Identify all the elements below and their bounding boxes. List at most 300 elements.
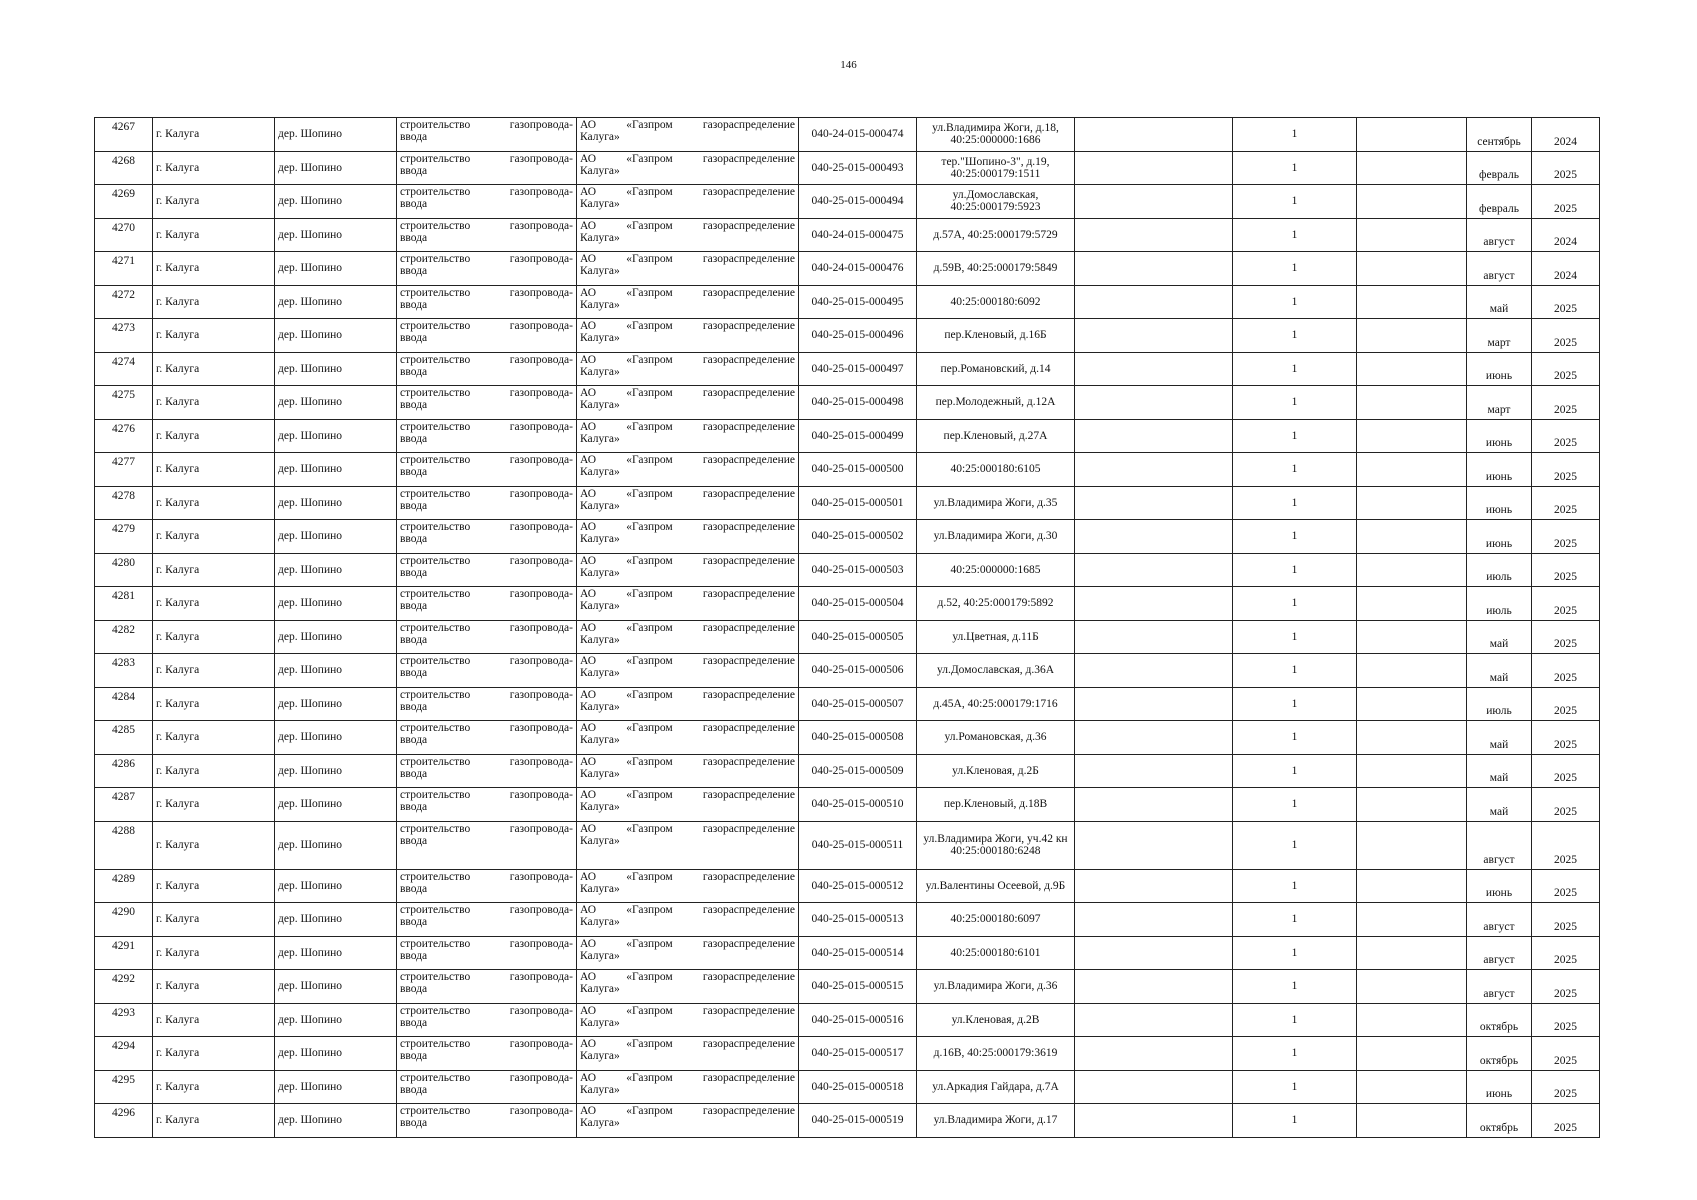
row-number: 4294 [95, 1037, 153, 1071]
year-cell: 2025 [1532, 453, 1600, 487]
work-type-word-1: строительство [400, 1071, 471, 1084]
empty-cell [1075, 788, 1233, 822]
village-cell: дер. Шопино [275, 821, 397, 869]
work-type-word-2: газопровода- [509, 588, 573, 600]
work-type-word-1: строительство [400, 286, 471, 299]
village-cell: дер. Шопино [275, 151, 397, 185]
work-type-word-2: газопровода- [509, 1105, 573, 1117]
row-number: 4274 [95, 352, 153, 386]
org-word-1: АО [580, 286, 597, 299]
address-cell: ул.Владимира Жоги, д.36 [917, 970, 1075, 1004]
registry-id-cell: 040-25-015-000504 [799, 587, 917, 621]
registry-table [94, 117, 1600, 1138]
registry-id-cell: 040-25-015-000493 [799, 151, 917, 185]
row-number: 4289 [95, 869, 153, 903]
work-type-cell [397, 419, 577, 453]
work-type-word-3: ввода [400, 734, 428, 746]
year-cell: 2025 [1532, 620, 1600, 654]
address-cell: д.59В, 40:25:000179:5849 [917, 252, 1075, 286]
org-word-2: «Газпром [626, 688, 673, 701]
work-type-word-1: строительство [400, 1004, 471, 1017]
city-cell: г. Калуга [153, 285, 275, 319]
quantity-cell: 1 [1233, 788, 1357, 822]
registry-id-cell: 040-25-015-000502 [799, 520, 917, 554]
registry-id-cell: 040-25-015-000505 [799, 620, 917, 654]
city-cell: г. Калуга [153, 936, 275, 970]
empty-cell [1357, 520, 1467, 554]
org-word-1: АО [580, 521, 597, 533]
empty-cell [1357, 453, 1467, 487]
year-cell: 2025 [1532, 587, 1600, 621]
org-word-4: Калуга» [580, 834, 620, 847]
empty-cell [1075, 1070, 1233, 1104]
work-type-word-2: газопровода- [509, 789, 573, 801]
registry-id-cell: 040-25-015-000499 [799, 419, 917, 453]
village-cell: дер. Шопино [275, 319, 397, 353]
org-word-1: АО [580, 971, 597, 983]
empty-cell [1075, 352, 1233, 386]
empty-cell [1075, 587, 1233, 621]
work-type-word-3: ввода [400, 499, 428, 512]
org-word-2: «Газпром [626, 253, 673, 265]
work-type-cell [397, 185, 577, 219]
org-word-2: «Газпром [626, 1071, 673, 1084]
table-row [95, 319, 1600, 353]
year-cell: 2025 [1532, 821, 1600, 869]
work-type-word-3: ввода [400, 164, 428, 177]
organization-cell [577, 118, 799, 152]
empty-cell [1357, 118, 1467, 152]
month-cell: сентябрь [1467, 118, 1532, 152]
work-type-word-1: строительство [400, 722, 471, 734]
year-cell: 2025 [1532, 869, 1600, 903]
organization-cell [577, 654, 799, 688]
empty-cell [1357, 687, 1467, 721]
row-number: 4288 [95, 821, 153, 869]
quantity-cell: 1 [1233, 970, 1357, 1004]
row-number: 4281 [95, 587, 153, 621]
work-type-word-1: строительство [400, 655, 471, 667]
registry-id-cell: 040-25-015-000513 [799, 903, 917, 937]
org-word-2: «Газпром [626, 722, 673, 734]
city-cell: г. Калуга [153, 419, 275, 453]
work-type-word-2: газопровода- [509, 119, 573, 131]
work-type-word-2: газопровода- [509, 320, 573, 332]
month-cell: август [1467, 252, 1532, 286]
work-type-word-2: газопровода- [509, 554, 573, 567]
org-word-4: Калуга» [580, 1050, 620, 1062]
org-word-1: АО [580, 454, 597, 466]
org-word-3: газораспределение [702, 789, 795, 801]
empty-cell [1357, 553, 1467, 587]
work-type-word-3: ввода [400, 916, 428, 928]
empty-cell [1357, 1104, 1467, 1138]
work-type-word-1: строительство [400, 521, 471, 533]
registry-id-cell: 040-25-015-000517 [799, 1037, 917, 1071]
work-type-word-2: газопровода- [509, 186, 573, 198]
work-type-word-3: ввода [400, 700, 428, 713]
quantity-cell: 1 [1233, 285, 1357, 319]
quantity-cell: 1 [1233, 903, 1357, 937]
table-row [95, 754, 1600, 788]
org-word-4: Калуга» [580, 164, 620, 177]
month-cell: февраль [1467, 185, 1532, 219]
empty-cell [1075, 970, 1233, 1004]
table-row [95, 352, 1600, 386]
year-cell: 2025 [1532, 352, 1600, 386]
empty-cell [1357, 869, 1467, 903]
quantity-cell: 1 [1233, 352, 1357, 386]
org-word-2: «Газпром [626, 554, 673, 567]
work-type-cell [397, 486, 577, 520]
org-word-3: газораспределение [702, 253, 795, 265]
quantity-cell: 1 [1233, 319, 1357, 353]
empty-cell [1075, 453, 1233, 487]
address-cell: тер."Шопино-3", д.19, 40:25:000179:1511 [917, 151, 1075, 185]
row-number: 4292 [95, 970, 153, 1004]
village-cell: дер. Шопино [275, 936, 397, 970]
year-cell: 2025 [1532, 386, 1600, 420]
year-cell: 2025 [1532, 151, 1600, 185]
village-cell: дер. Шопино [275, 118, 397, 152]
org-word-4: Калуга» [580, 734, 620, 746]
empty-cell [1075, 386, 1233, 420]
year-cell: 2025 [1532, 419, 1600, 453]
org-word-4: Калуга» [580, 231, 620, 244]
village-cell: дер. Шопино [275, 788, 397, 822]
address-cell: 40:25:000000:1685 [917, 553, 1075, 587]
work-type-word-2: газопровода- [509, 971, 573, 983]
work-type-word-2: газопровода- [509, 1038, 573, 1050]
table-row [95, 419, 1600, 453]
organization-cell [577, 1070, 799, 1104]
month-cell: август [1467, 903, 1532, 937]
address-cell: 40:25:000180:6092 [917, 285, 1075, 319]
month-cell: август [1467, 936, 1532, 970]
work-type-word-2: газопровода- [509, 420, 573, 433]
row-number: 4291 [95, 936, 153, 970]
row-number: 4278 [95, 486, 153, 520]
city-cell: г. Калуга [153, 151, 275, 185]
work-type-word-3: ввода [400, 633, 428, 646]
work-type-word-3: ввода [400, 882, 428, 895]
quantity-cell: 1 [1233, 754, 1357, 788]
address-cell: ул.Домославская, д.36А [917, 654, 1075, 688]
empty-cell [1357, 151, 1467, 185]
work-type-word-3: ввода [400, 533, 428, 545]
village-cell: дер. Шопино [275, 754, 397, 788]
address-cell: ул.Владимира Жоги, д.18, 40:25:000000:1686 [917, 118, 1075, 152]
organization-cell [577, 754, 799, 788]
org-word-1: АО [580, 621, 597, 634]
row-number: 4273 [95, 319, 153, 353]
work-type-word-3: ввода [400, 432, 428, 445]
work-type-word-3: ввода [400, 365, 428, 378]
address-cell: пер.Романовский, д.14 [917, 352, 1075, 386]
organization-cell [577, 620, 799, 654]
quantity-cell: 1 [1233, 151, 1357, 185]
organization-cell [577, 218, 799, 252]
month-cell: июль [1467, 553, 1532, 587]
org-word-4: Калуга» [580, 1016, 620, 1029]
address-cell: 40:25:000180:6101 [917, 936, 1075, 970]
quantity-cell: 1 [1233, 520, 1357, 554]
work-type-word-2: газопровода- [509, 521, 573, 533]
organization-cell [577, 821, 799, 869]
address-cell: ул.Владимира Жоги, д.17 [917, 1104, 1075, 1138]
month-cell: май [1467, 721, 1532, 755]
work-type-word-1: строительство [400, 588, 471, 600]
work-type-word-1: строительство [400, 487, 471, 500]
village-cell: дер. Шопино [275, 1003, 397, 1037]
table-row [95, 936, 1600, 970]
city-cell: г. Калуга [153, 754, 275, 788]
village-cell: дер. Шопино [275, 486, 397, 520]
row-number: 4277 [95, 453, 153, 487]
work-type-cell [397, 821, 577, 869]
address-cell: д.16В, 40:25:000179:3619 [917, 1037, 1075, 1071]
city-cell: г. Калуга [153, 386, 275, 420]
year-cell: 2025 [1532, 936, 1600, 970]
address-cell: ул.Владимира Жоги, д.30 [917, 520, 1075, 554]
quantity-cell: 1 [1233, 486, 1357, 520]
year-cell: 2025 [1532, 486, 1600, 520]
address-cell: ул.Владимира Жоги, уч.42 кн 40:25:000180:6248 [917, 821, 1075, 869]
work-type-word-2: газопровода- [509, 253, 573, 265]
row-number: 4267 [95, 118, 153, 152]
registry-id-cell: 040-25-015-000503 [799, 553, 917, 587]
work-type-word-3: ввода [400, 466, 428, 478]
org-word-2: «Газпром [626, 822, 673, 835]
quantity-cell: 1 [1233, 386, 1357, 420]
empty-cell [1075, 486, 1233, 520]
work-type-cell [397, 936, 577, 970]
empty-cell [1075, 419, 1233, 453]
org-word-3: газораспределение [702, 822, 795, 835]
work-type-cell [397, 869, 577, 903]
village-cell: дер. Шопино [275, 1104, 397, 1138]
empty-cell [1075, 118, 1233, 152]
work-type-word-2: газопровода- [509, 655, 573, 667]
village-cell: дер. Шопино [275, 1070, 397, 1104]
work-type-word-2: газопровода- [509, 621, 573, 634]
organization-cell [577, 453, 799, 487]
empty-cell [1075, 687, 1233, 721]
empty-cell [1075, 520, 1233, 554]
org-word-3: газораспределение [702, 621, 795, 634]
row-number: 4293 [95, 1003, 153, 1037]
year-cell: 2025 [1532, 1003, 1600, 1037]
quantity-cell: 1 [1233, 1003, 1357, 1037]
organization-cell [577, 352, 799, 386]
org-word-3: газораспределение [702, 119, 795, 131]
table-row [95, 553, 1600, 587]
empty-cell [1075, 721, 1233, 755]
row-number: 4287 [95, 788, 153, 822]
empty-cell [1075, 319, 1233, 353]
registry-id-cell: 040-25-015-000518 [799, 1070, 917, 1104]
work-type-word-2: газопровода- [509, 904, 573, 916]
table-row [95, 453, 1600, 487]
org-word-1: АО [580, 822, 597, 835]
work-type-word-3: ввода [400, 298, 428, 311]
empty-cell [1075, 869, 1233, 903]
year-cell: 2025 [1532, 721, 1600, 755]
org-word-1: АО [580, 688, 597, 701]
empty-cell [1075, 754, 1233, 788]
work-type-word-2: газопровода- [509, 755, 573, 768]
org-word-1: АО [580, 1038, 597, 1050]
org-word-4: Калуга» [580, 298, 620, 311]
quantity-cell: 1 [1233, 553, 1357, 587]
organization-cell [577, 319, 799, 353]
village-cell: дер. Шопино [275, 352, 397, 386]
org-word-3: газораспределение [702, 1038, 795, 1050]
organization-cell [577, 788, 799, 822]
row-number: 4286 [95, 754, 153, 788]
city-cell: г. Калуга [153, 252, 275, 286]
city-cell: г. Калуга [153, 185, 275, 219]
address-cell: пер.Кленовый, д.27А [917, 419, 1075, 453]
year-cell: 2025 [1532, 520, 1600, 554]
work-type-word-3: ввода [400, 1016, 428, 1029]
address-cell: д.45А, 40:25:000179:1716 [917, 687, 1075, 721]
village-cell: дер. Шопино [275, 185, 397, 219]
org-word-3: газораспределение [702, 1071, 795, 1084]
work-type-cell [397, 319, 577, 353]
registry-id-cell: 040-25-015-000500 [799, 453, 917, 487]
empty-cell [1075, 285, 1233, 319]
row-number: 4275 [95, 386, 153, 420]
empty-cell [1357, 788, 1467, 822]
org-word-3: газораспределение [702, 971, 795, 983]
work-type-word-3: ввода [400, 1117, 428, 1129]
org-word-1: АО [580, 152, 597, 165]
org-word-2: «Газпром [626, 487, 673, 500]
registry-id-cell: 040-24-015-000476 [799, 252, 917, 286]
organization-cell [577, 869, 799, 903]
row-number: 4271 [95, 252, 153, 286]
org-word-2: «Газпром [626, 1038, 673, 1050]
org-word-1: АО [580, 487, 597, 500]
org-word-2: «Газпром [626, 320, 673, 332]
table-row [95, 620, 1600, 654]
quantity-cell: 1 [1233, 869, 1357, 903]
work-type-cell [397, 587, 577, 621]
work-type-cell [397, 520, 577, 554]
year-cell: 2025 [1532, 319, 1600, 353]
org-word-2: «Газпром [626, 789, 673, 801]
table-row [95, 252, 1600, 286]
org-word-3: газораспределение [702, 420, 795, 433]
year-cell: 2025 [1532, 788, 1600, 822]
work-type-cell [397, 687, 577, 721]
registry-id-cell: 040-25-015-000512 [799, 869, 917, 903]
village-cell: дер. Шопино [275, 620, 397, 654]
quantity-cell: 1 [1233, 821, 1357, 869]
empty-cell [1075, 654, 1233, 688]
address-cell: ул.Владимира Жоги, д.35 [917, 486, 1075, 520]
org-word-4: Калуга» [580, 1083, 620, 1096]
org-word-3: газораспределение [702, 554, 795, 567]
month-cell: октябрь [1467, 1037, 1532, 1071]
registry-id-cell: 040-25-015-000498 [799, 386, 917, 420]
org-word-1: АО [580, 937, 597, 950]
org-word-3: газораспределение [702, 1004, 795, 1017]
quantity-cell: 1 [1233, 453, 1357, 487]
work-type-word-1: строительство [400, 971, 471, 983]
work-type-word-3: ввода [400, 949, 428, 962]
registry-id-cell: 040-25-015-000495 [799, 285, 917, 319]
work-type-cell [397, 788, 577, 822]
empty-cell [1357, 252, 1467, 286]
table-row [95, 970, 1600, 1004]
address-cell: пер.Молодежный, д.12А [917, 386, 1075, 420]
month-cell: август [1467, 821, 1532, 869]
address-cell: ул.Аркадия Гайдара, д.7А [917, 1070, 1075, 1104]
org-word-4: Калуга» [580, 600, 620, 612]
work-type-word-1: строительство [400, 822, 471, 835]
work-type-word-3: ввода [400, 265, 428, 277]
org-word-2: «Газпром [626, 655, 673, 667]
city-cell: г. Калуга [153, 654, 275, 688]
empty-cell [1075, 1037, 1233, 1071]
quantity-cell: 1 [1233, 654, 1357, 688]
table-row [95, 1003, 1600, 1037]
empty-cell [1357, 754, 1467, 788]
table-row [95, 520, 1600, 554]
address-cell: пер.Кленовый, д.16Б [917, 319, 1075, 353]
work-type-cell [397, 903, 577, 937]
village-cell: дер. Шопино [275, 587, 397, 621]
year-cell: 2025 [1532, 654, 1600, 688]
table-row [95, 218, 1600, 252]
organization-cell [577, 970, 799, 1004]
row-number: 4276 [95, 419, 153, 453]
table-row [95, 821, 1600, 869]
address-cell: ул.Кленовая, д.2Б [917, 754, 1075, 788]
empty-cell [1357, 185, 1467, 219]
table-row [95, 654, 1600, 688]
org-word-3: газораспределение [702, 688, 795, 701]
org-word-1: АО [580, 119, 597, 131]
year-cell: 2024 [1532, 252, 1600, 286]
quantity-cell: 1 [1233, 936, 1357, 970]
quantity-cell: 1 [1233, 1104, 1357, 1138]
org-word-2: «Газпром [626, 1004, 673, 1017]
row-number: 4284 [95, 687, 153, 721]
registry-id-cell: 040-25-015-000508 [799, 721, 917, 755]
work-type-word-1: строительство [400, 253, 471, 265]
org-word-3: газораспределение [702, 937, 795, 950]
registry-id-cell: 040-25-015-000507 [799, 687, 917, 721]
organization-cell [577, 520, 799, 554]
org-word-4: Калуга» [580, 432, 620, 445]
work-type-word-2: газопровода- [509, 822, 573, 835]
month-cell: май [1467, 620, 1532, 654]
empty-cell [1075, 936, 1233, 970]
org-word-1: АО [580, 870, 597, 883]
month-cell: май [1467, 654, 1532, 688]
org-word-3: газораспределение [702, 904, 795, 916]
org-word-2: «Газпром [626, 454, 673, 466]
address-cell: ул.Валентины Осеевой, д.9Б [917, 869, 1075, 903]
month-cell: июль [1467, 687, 1532, 721]
registry-id-cell: 040-25-015-000497 [799, 352, 917, 386]
work-type-word-1: строительство [400, 420, 471, 433]
work-type-word-2: газопровода- [509, 454, 573, 466]
org-word-4: Калуга» [580, 499, 620, 512]
